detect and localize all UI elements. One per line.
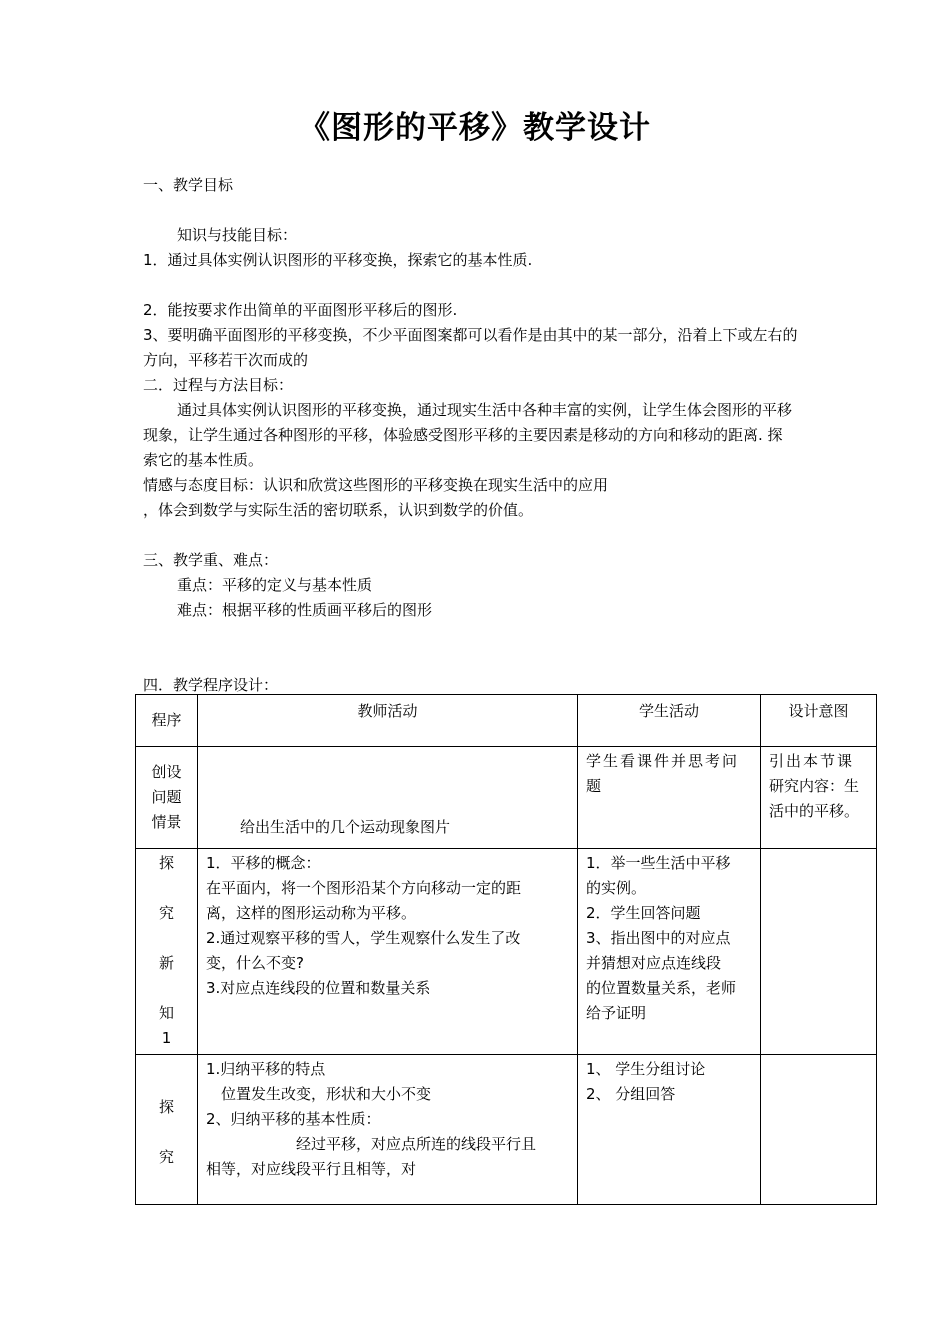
- design-intent-cell: 引出本节课 研究内容：生 活中的平移。: [761, 747, 877, 849]
- key-point: 重点：平移的定义与基本性质: [177, 576, 373, 594]
- stage-cell: 探 究: [136, 1055, 198, 1205]
- document-title: 《图形的平移》教学设计: [299, 110, 651, 146]
- process-line-2: 现象，让学生通过各种图形的平移，体验感受图形平移的主要因素是移动的方向和移动的距离. 探: [143, 426, 783, 444]
- stage-cell: 探 究 新 知 1: [136, 849, 198, 1055]
- design-intent-cell: [761, 1055, 877, 1205]
- teacher-activity-cell: 1．平移的概念： 在平面内，将一个图形沿某个方向移动一定的距 离，这样的图形运动称为平移。 2.通过观察平移的雪人，学生观察什么发生了改 变，什么不变? 3.对应点连线段的位置和数量关系: [198, 849, 578, 1055]
- design-intent-cell: [761, 849, 877, 1055]
- section-3-heading: 三、教学重、难点：: [143, 551, 279, 569]
- section-1-heading: 一、教学目标: [143, 176, 234, 194]
- process-line-3: 索它的基本性质。: [143, 451, 264, 469]
- table-header-row: [136, 695, 877, 747]
- goal-item-3: 3、要明确平面图形的平移变换，不少平面图案都可以看作是由其中的某一部分，沿着上下或左右的: [143, 326, 798, 344]
- goal-item-2: 2．能按要求作出简单的平面图形平移后的图形.: [143, 301, 458, 319]
- section-2-heading: 二．过程与方法目标：: [143, 376, 294, 394]
- process-line-1: 通过具体实例认识图形的平移变换，通过现实生活中各种丰富的实例，让学生体会图形的平移: [177, 401, 793, 419]
- goal-item-3-cont: 方向，平移若干次而成的: [143, 351, 309, 369]
- student-activity-cell: 学生看课件并思考问 题: [578, 747, 761, 849]
- teacher-activity-cell: 1.归纳平移的特点 位置发生改变，形状和大小不变 2、归纳平移的基本性质： 经过平移，对应点所连的线段平行且 相等，对应线段平行且相等，对: [198, 1055, 578, 1205]
- student-activity-cell: 1、 学生分组讨论 2、 分组回答: [578, 1055, 761, 1205]
- emotion-goal-line-1: 情感与态度目标：认识和欣赏这些图形的平移变换在现实生活中的应用: [143, 476, 609, 494]
- teacher-activity-cell: 给出生活中的几个运动现象图片: [198, 747, 578, 849]
- student-activity-cell: 1．举一些生活中平移 的实例。 2．学生回答问题 3、指出图中的对应点 并猜想对应点连线段 的位置数量关系，老师 给予证明: [578, 849, 761, 1055]
- header-teacher: 教师活动: [198, 695, 578, 747]
- table-row: [136, 1055, 877, 1205]
- header-student: 学生活动: [578, 695, 761, 747]
- table-row: [136, 747, 877, 849]
- section-4-heading: 四．教学程序设计：: [143, 676, 279, 694]
- knowledge-goal-heading: 知识与技能目标：: [177, 226, 298, 244]
- header-stage: 程序: [136, 695, 198, 747]
- goal-item-1: 1．通过具体实例认识图形的平移变换，探索它的基本性质.: [143, 251, 533, 269]
- table-row: [136, 849, 877, 1055]
- teaching-procedure-table: [135, 694, 877, 1205]
- stage-cell: 创设 问题 情景: [136, 747, 198, 849]
- emotion-goal-line-2: ，体会到数学与实际生活的密切联系，认识到数学的价值。: [143, 501, 534, 519]
- difficult-point: 难点：根据平移的性质画平移后的图形: [177, 601, 433, 619]
- header-intent: 设计意图: [761, 695, 877, 747]
